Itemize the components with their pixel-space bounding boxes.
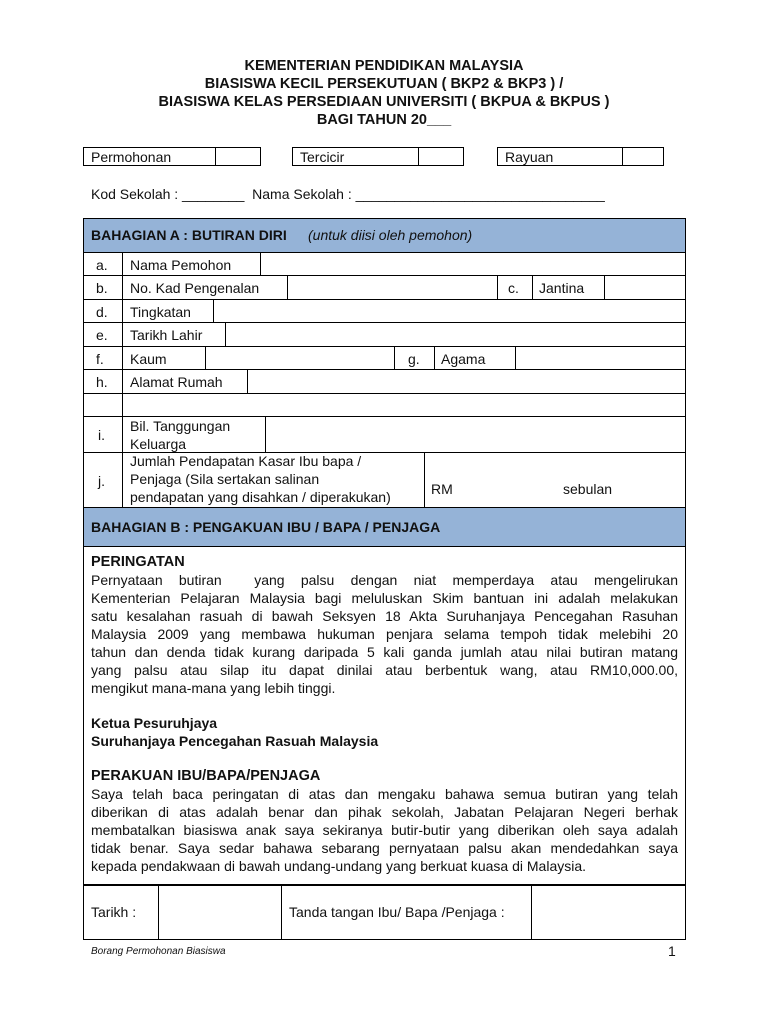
row-b-letter: b.: [96, 280, 108, 296]
signature-field[interactable]: [532, 886, 685, 939]
nama-pemohon-field[interactable]: [261, 253, 685, 275]
row-a-label: Nama Pemohon: [130, 257, 232, 273]
declaration-line-5: kepada pendakwaan di bawah undang-undang yang berkuat kuasa di Malaysia.: [91, 858, 587, 874]
sebulan-label: sebulan: [563, 481, 613, 497]
footer-form-name: Borang Permohonan Biasiswa: [91, 946, 226, 957]
tercicir-checkbox[interactable]: [418, 147, 464, 166]
rayuan-checkbox[interactable]: [622, 147, 664, 166]
pendapatan-field[interactable]: [460, 470, 555, 500]
warning-title: PERINGATAN: [91, 554, 185, 570]
row-a-letter: a.: [96, 257, 108, 273]
row-c-label: Jantina: [539, 280, 585, 296]
row-i-label-2: Keluarga: [130, 436, 187, 452]
section-a-subtitle: (untuk diisi oleh pemohon): [308, 227, 473, 243]
declaration-line-4: tidak benar. Saya sedar bahawa sebarang pernyataan palsu akan mendedahkan saya: [91, 840, 678, 856]
row-j-label-1: Jumlah Pendapatan Kasar Ibu bapa /: [130, 453, 362, 469]
warning-line-1: Pernyataan butiran yang palsu dengan niat memperdaya atau mengelirukan: [91, 572, 678, 588]
warning-line-6: yang palsu atau silap itu dapat dinilai atau berbentuk wang, atau RM10,000.00,: [91, 662, 678, 678]
alamat-rumah-field[interactable]: [248, 370, 685, 416]
row-h-letter: h.: [96, 374, 108, 390]
row-g-letter: g.: [408, 351, 420, 367]
row-f-label: Kaum: [130, 351, 167, 367]
declaration-line-2: diberikan di atas adalah benar dan pihak sekolah, Jabatan Pelajaran Negeri berhak: [91, 804, 678, 820]
commission-name: Suruhanjaya Pencegahan Rasuah Malaysia: [91, 733, 379, 749]
warning-line-7: mengikut mana-mana yang lebih tinggi.: [91, 680, 336, 696]
row-j-label-2: Penjaga (Sila sertakan salinan: [130, 471, 320, 487]
row-i-label-1: Bil. Tanggungan: [130, 418, 231, 434]
tarikh-field[interactable]: [159, 886, 281, 939]
row-f-letter: f.: [96, 351, 104, 367]
row-g-label: Agama: [441, 351, 486, 367]
commissioner-title: Ketua Pesuruhjaya: [91, 715, 218, 731]
row-b-label: No. Kad Pengenalan: [130, 280, 260, 296]
jantina-field[interactable]: [605, 276, 685, 299]
section-b-header: [84, 508, 685, 546]
header-line-3: BIASISWA KELAS PERSEDIAAN UNIVERSITI ( BKPUA & BKPUS ): [158, 94, 610, 110]
header-line-1: KEMENTERIAN PENDIDIKAN MALAYSIA: [244, 58, 524, 74]
no-kad-pengenalan-field[interactable]: [288, 276, 497, 299]
permohonan-checkbox[interactable]: [214, 147, 261, 166]
warning-line-5: tahun dan denda tidak kurang daripada 5 kali ganda jumlah atau nilai butiran matang: [91, 644, 678, 660]
declaration-line-1: Saya telah baca peringatan di atas dan mengaku bahawa semua butiran yang telah: [91, 786, 678, 802]
page-number: 1: [668, 943, 676, 959]
row-h-label: Alamat Rumah: [130, 374, 223, 390]
row-j-label-3: pendapatan yang disahkan / diperakukan): [130, 489, 391, 505]
header-line-2: BIASISWA KECIL PERSEKUTUAN ( BKP2 & BKP3 ) /: [204, 76, 564, 92]
tarikh-label: Tarikh :: [91, 904, 137, 920]
rayuan-label: Rayuan: [505, 149, 554, 165]
declaration-title: PERAKUAN IBU/BAPA/PENJAGA: [91, 768, 321, 784]
tingkatan-field[interactable]: [214, 300, 685, 322]
kaum-field[interactable]: [206, 347, 394, 369]
row-i-letter: i.: [98, 427, 105, 443]
row-d-letter: d.: [96, 304, 108, 320]
section-a-header: [84, 219, 685, 252]
signature-label: Tanda tangan Ibu/ Bapa /Penjaga :: [289, 904, 505, 920]
row-j-letter: j.: [98, 473, 105, 489]
rm-label: RM: [431, 481, 453, 497]
tarikh-lahir-field[interactable]: [226, 323, 685, 346]
row-e-letter: e.: [96, 327, 108, 343]
permohonan-label: Permohonan: [91, 149, 172, 165]
row-c-letter: c.: [508, 280, 519, 296]
warning-line-3: satu kesalahan rasuah di bawah Seksyen 18 Akta Suruhanjaya Pencegahan Rasuhan: [91, 608, 678, 624]
row-d-label: Tingkatan: [130, 304, 191, 320]
section-a-title: BAHAGIAN A : BUTIRAN DIRI: [91, 227, 287, 243]
row-e-label: Tarikh Lahir: [130, 327, 203, 343]
header-line-4: BAGI TAHUN 20___: [316, 112, 452, 128]
warning-line-4: Malaysia 2009 yang membawa hukuman penjara selama tempoh tidak melebihi 20: [91, 626, 678, 642]
tercicir-label: Tercicir: [300, 149, 345, 165]
section-b-title: BAHAGIAN B : PENGAKUAN IBU / BAPA / PENJAGA: [91, 519, 441, 535]
agama-field[interactable]: [516, 347, 685, 369]
school-code-name-line[interactable]: Kod Sekolah : ________ Nama Sekolah : ________________________________: [91, 186, 605, 202]
warning-line-2: Kementerian Pelajaran Malaysia bagi meluluskan Skim bantuan ini adalah melakukan: [91, 590, 678, 606]
bil-tanggungan-field[interactable]: [266, 417, 685, 452]
declaration-line-3: membatalkan biasiswa anak saya sekiranya butir-butir yang diberikan oleh saya adalah: [91, 822, 678, 838]
